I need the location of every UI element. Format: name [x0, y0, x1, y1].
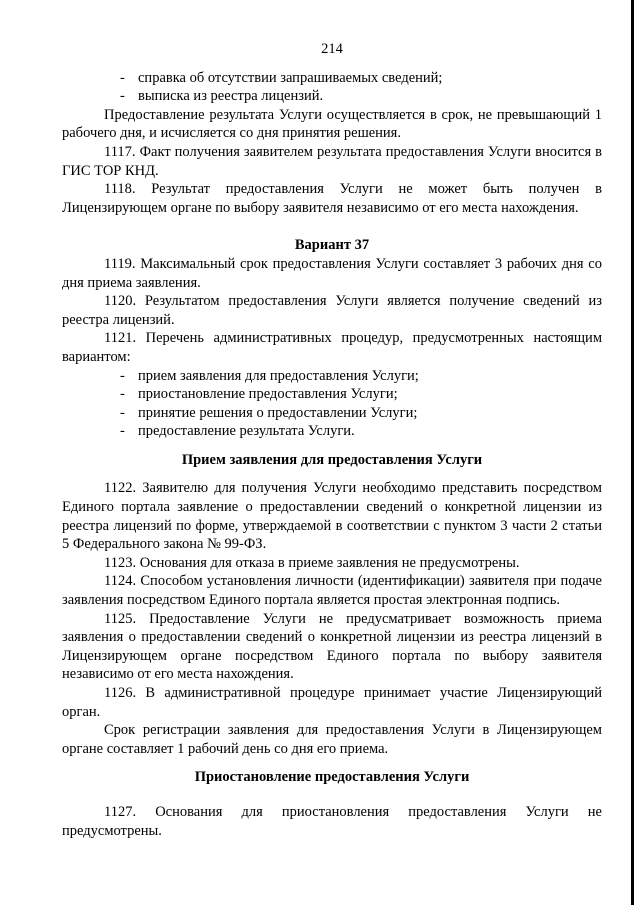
paragraph: Предоставление результата Услуги осуществляется в срок, не превышающий 1 рабочего дня, и исчисляется со дня принятия решения. — [62, 106, 602, 142]
page-number: 214 — [321, 41, 343, 57]
list-item: - прием заявления для предоставления Услуги; — [120, 367, 419, 384]
scan-edge-line — [631, 0, 634, 905]
section-heading: Прием заявления для предоставления Услуги — [181, 451, 483, 468]
paragraph: 1120. Результатом предоставления Услуги является получение сведений из реестра лицензий. — [62, 293, 602, 328]
list-item: - выписка из реестра лицензий. — [120, 88, 324, 105]
paragraph: 1124. Способом установления личности (идентификации) заявителя при подаче заявления посредством Единого портала является простая электронная подпись. — [62, 573, 602, 609]
list-item: - принятие решения о предоставлении Услуги; — [120, 404, 418, 421]
paragraph: 1118. Результат предоставления Услуги не может быть получен в Лицензирующем органе по выбору заявителя независимо от его места нахождения. — [62, 181, 602, 216]
section-heading: Приостановление предоставления Услуги — [194, 769, 470, 786]
paragraph: 1119. Максимальный срок предоставления Услуги составляет 3 рабочих дня со дня приема заявления. — [62, 255, 602, 291]
dash-marker: - — [120, 69, 125, 86]
list-item: - справка об отсутствии запрашиваемых сведений; — [120, 69, 443, 86]
paragraph: 1121. Перечень административных процедур, предусмотренных настоящим вариантом: — [62, 330, 602, 365]
variant-heading: Вариант 37 — [294, 237, 370, 254]
paragraph: 1123. Основания для отказа в приеме заявления не предусмотрены. — [104, 554, 520, 571]
paragraph: Срок регистрации заявления для предоставления Услуги в Лицензирующем органе составляет 1 рабочий день со дня его приема. — [62, 722, 602, 757]
paragraph: 1125. Предоставление Услуги не предусматривает возможность приема заявления о предоставлении сведений о конкретной лицензии из реестра лицензий в Лицензирующем органе посредством Единого портала по выбору заявителя независимо от его места нахождения. — [62, 610, 602, 683]
dash-marker: - — [120, 404, 125, 421]
paragraph: 1126. В административной процедуре принимает участие Лицензирующий орган. — [62, 685, 602, 720]
dash-marker: - — [120, 367, 125, 384]
dash-marker: - — [120, 423, 125, 440]
paragraph: 1122. Заявителю для получения Услуги необходимо представить посредством Единого портала заявление о предоставлении сведений о конкретной лицензии из реестра лицензий по форме, утверждаемой в соответствии с пунктом 3 части 2 статьи 5 Федерального закона № 99-ФЗ. — [62, 480, 602, 553]
dash-marker: - — [120, 386, 125, 403]
dash-marker: - — [120, 88, 125, 105]
page-content — [62, 40, 602, 840]
list-item: - предоставление результата Услуги. — [120, 423, 355, 440]
paragraph: 1117. Факт получения заявителем результата предоставления Услуги вносится в ГИС ТОР КНД. — [62, 143, 602, 179]
paragraph: 1127. Основания для приостановления предоставления Услуги не предусмотрены. — [62, 803, 602, 839]
list-item: - приостановление предоставления Услуги; — [120, 386, 398, 403]
